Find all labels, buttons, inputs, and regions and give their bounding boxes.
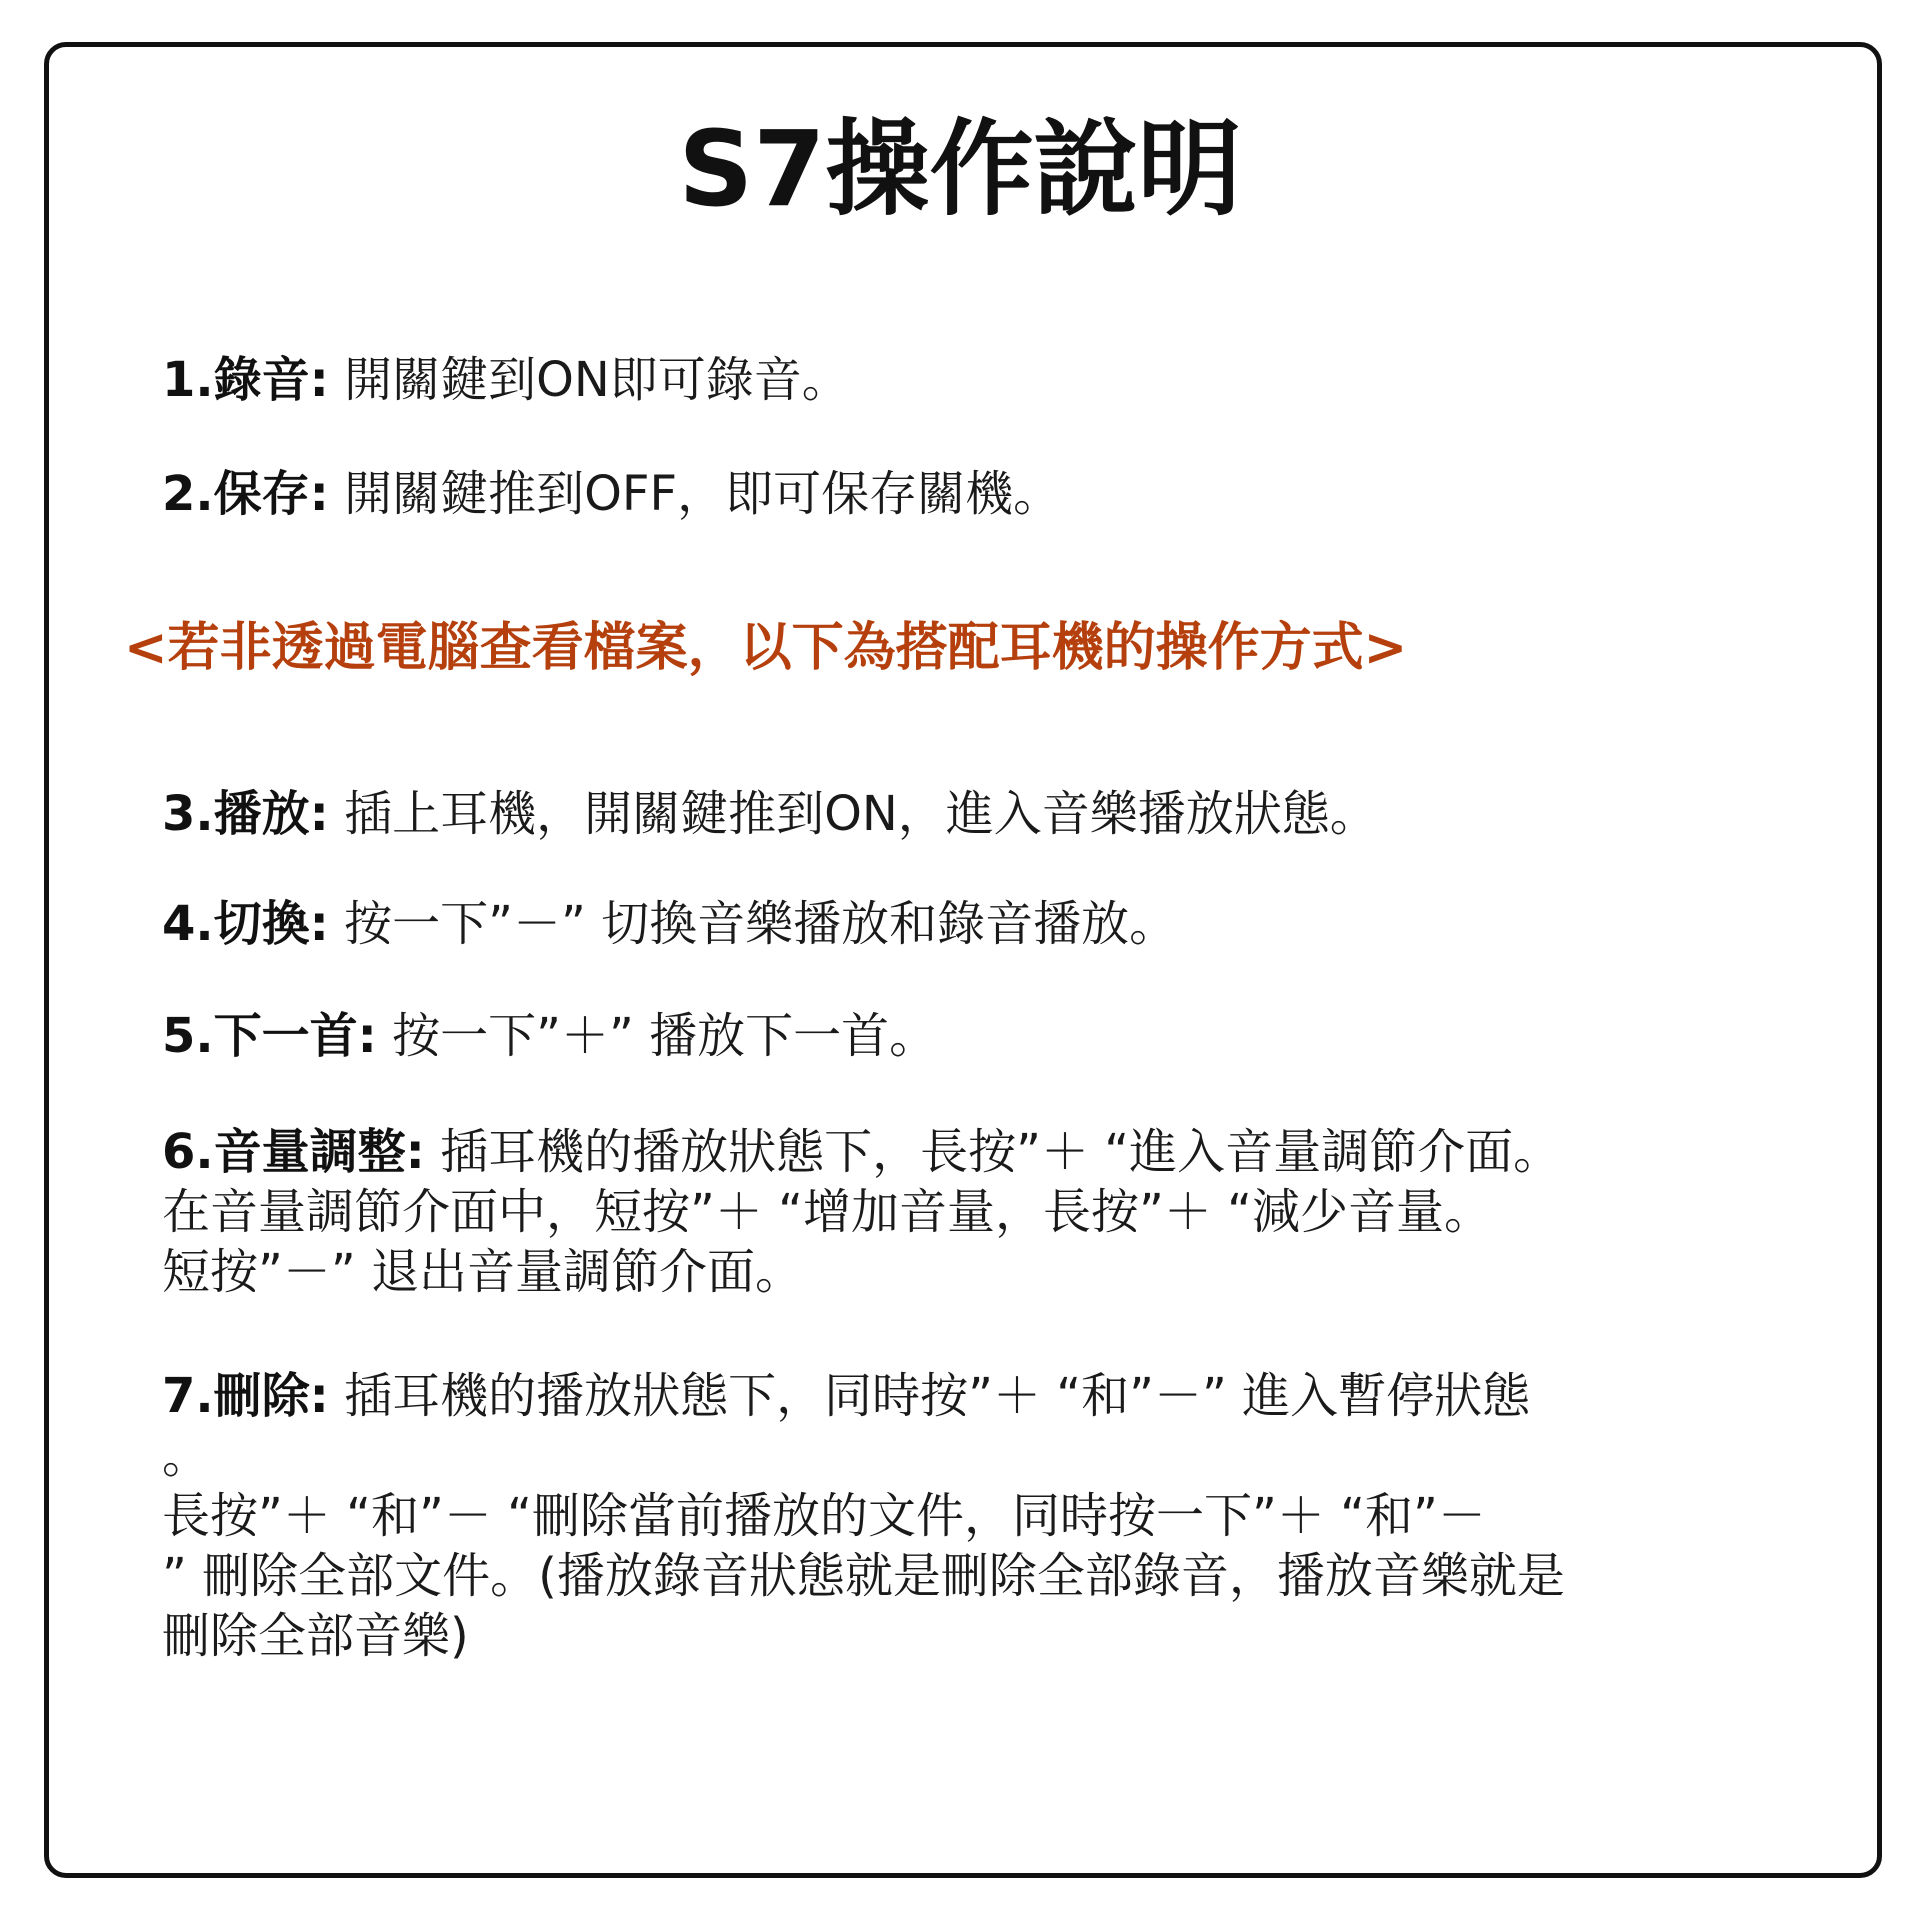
instruction-text: 按一下”＋” 播放下一首。	[376, 1008, 938, 1064]
headphone-notice: <若非透過電腦查看檔案，以下為搭配耳機的操作方式>	[124, 618, 1408, 678]
instruction-text: 開關鍵推到OFF，即可保存關機。	[328, 466, 1062, 522]
instruction-text: 長按”＋ “和”－ “刪除當前播放的文件，同時按一下”＋ “和”－	[162, 1488, 1486, 1544]
instruction-text: ” 刪除全部文件。(播放錄音狀態就是刪除全部錄音，播放音樂就是	[162, 1548, 1565, 1604]
instruction-switch	[162, 894, 1812, 954]
instruction-text: 刪除全部音樂)	[162, 1608, 469, 1664]
instruction-text: 在音量調節介面中，短按”＋ “增加音量，長按”＋ “減少音量。	[162, 1184, 1492, 1240]
instruction-label: 2.保存:	[162, 466, 329, 522]
instruction-delete	[162, 1366, 1812, 1666]
page-title: S7操作說明	[678, 108, 1242, 230]
instruction-label: 4.切換:	[162, 896, 329, 952]
instruction-text: 短按”－” 退出音量調節介面。	[162, 1244, 803, 1300]
instruction-record	[162, 350, 1812, 410]
instruction-label: 3.播放:	[162, 786, 329, 842]
instruction-play	[162, 784, 1812, 844]
instruction-text: 開關鍵到ON即可錄音。	[328, 352, 850, 408]
instruction-label: 6.音量調整:	[162, 1124, 425, 1180]
instruction-text: 按一下”－” 切換音樂播放和錄音播放。	[328, 896, 1178, 952]
instruction-text: 插耳機的播放狀態下，長按”＋ “進入音量調節介面。	[424, 1124, 1562, 1180]
instruction-label: 7.刪除:	[162, 1368, 329, 1424]
instruction-volume	[162, 1122, 1812, 1302]
instruction-save	[162, 464, 1812, 524]
instruction-text: 。	[162, 1428, 211, 1484]
instruction-label: 5.下一首:	[162, 1008, 377, 1064]
instruction-text: 插上耳機，開關鍵推到ON，進入音樂播放狀態。	[328, 786, 1378, 842]
instruction-text: 插耳機的播放狀態下，同時按”＋ “和”－” 進入暫停狀態	[328, 1368, 1531, 1424]
instruction-label: 1.錄音:	[162, 352, 329, 408]
instruction-next-track	[162, 1006, 1812, 1066]
